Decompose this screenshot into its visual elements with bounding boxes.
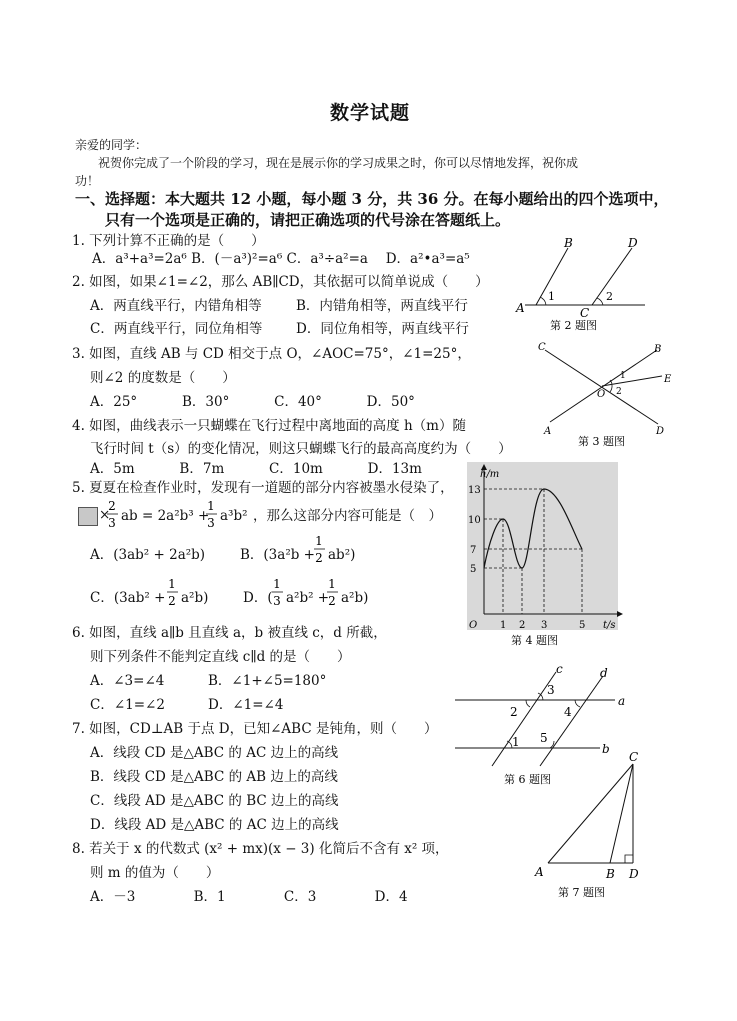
fig2-label-a: A [516, 301, 525, 315]
q5-eq-tail: a³b² [220, 508, 248, 524]
q5-option-a: A．(3ab² + 2a²b) [90, 547, 206, 563]
intro-line-2: 功！ [75, 174, 100, 188]
q3-options: A．25° B．30° C．40° D．50° [90, 394, 415, 410]
q4-stem-2: 飞行时间 t（s）的变化情况，则这只蝴蝶飞行的最高高度约为（ ） [90, 441, 512, 457]
q5-option-b-post: ab²) [328, 547, 356, 563]
fig7-label-c: C [629, 750, 639, 764]
fig7-caption: 第 7 题图 [558, 886, 605, 899]
fig6-angle-2: 2 [510, 705, 518, 719]
frac-num-1: 1 [207, 499, 215, 513]
q5-option-d-pre: D．( [243, 590, 273, 606]
fig7-label-b: B [606, 867, 615, 881]
fig6-label-a: a [618, 694, 626, 708]
q1-stem: 1. 下列计算不正确的是（ ） [72, 233, 265, 249]
q4-stem-1: 4. 如图，曲线表示一只蝴蝶在飞行过程中离地面的高度 h（m）随 [72, 418, 466, 434]
fig3-angle-1: 1 [620, 371, 626, 381]
figure-4 [467, 462, 627, 652]
q2-option-a: A．两直线平行，内错角相等 [90, 298, 262, 314]
q6-stem-2: 则下列条件不能判定直线 c∥d 的是（ ） [90, 649, 351, 665]
fig6-label-b: b [602, 742, 610, 756]
fig4-caption: 第 4 题图 [511, 634, 558, 647]
q5-option-d-post: a²b) [341, 590, 369, 606]
fig6-label-c: c [556, 662, 563, 676]
q8-stem-2: 则 m 的值为（ ） [90, 865, 220, 881]
fig2-label-d: D [628, 236, 638, 250]
q7-option-a: A．线段 CD 是△ABC 的 AC 边上的高线 [90, 745, 339, 761]
fig3-label-d: D [656, 426, 665, 437]
fig6-angle-4: 4 [564, 705, 572, 719]
q1-options: A．a³+a³=2a⁶ B．(－a³)²=a⁶ C．a³÷a²=a D．a²•a³=a⁵ [92, 251, 470, 267]
fig3-label-b: B [654, 344, 662, 355]
q6-option-a: A．∠3=∠4 [90, 673, 165, 689]
figure-7 [528, 750, 658, 905]
fig4-ytick-7: 7 [470, 545, 477, 556]
intro-line-1: 祝贺你完成了一个阶段的学习，现在是展示你的学习成果之时，你可以尽情地发挥，祝你成 [98, 156, 579, 170]
frac-den-3: 3 [108, 516, 116, 530]
q6-option-c: C．∠1=∠2 [90, 697, 165, 713]
fig4-ytick-5: 5 [470, 564, 477, 575]
q3-stem-2: 则∠2 的度数是（ ） [90, 370, 236, 386]
figure-2 [510, 238, 650, 333]
q6-option-d: D．∠1=∠4 [208, 697, 284, 713]
q8-options: A．－3 B．1 C．3 D．4 [90, 889, 408, 905]
q5-option-c-pre: C．(3ab² + [90, 590, 166, 606]
q6-stem-1: 6. 如图，直线 a∥b 且直线 a，b 被直线 c，d 所截， [72, 625, 387, 641]
optd-frac2-num: 1 [328, 577, 336, 591]
q2-option-d: D．同位角相等，两直线平行 [296, 321, 469, 337]
fig3-angle-2: 2 [616, 387, 622, 397]
q2-stem: 2. 如图，如果∠1=∠2，那么 AB∥CD，其依据可以简单说成（ ） [72, 274, 489, 290]
fig4-ytick-10: 10 [468, 515, 481, 526]
optb-frac-num: 1 [315, 534, 323, 548]
fig2-angle-1: 1 [548, 290, 555, 303]
q7-option-c: C．线段 AD 是△ABC 的 BC 边上的高线 [90, 793, 339, 809]
fig2-label-c: C [580, 306, 590, 320]
fig4-ytick-13: 13 [468, 485, 481, 496]
fig4-xtick-1: 1 [500, 620, 507, 631]
q5-option-b-pre: B．(3a²b + [240, 547, 315, 563]
fig4-xtick-3: 3 [541, 620, 548, 631]
fig4-xtick-5: 5 [579, 620, 586, 631]
fig4-xlabel: t/s [603, 620, 616, 631]
optd-frac2-den: 2 [328, 594, 336, 608]
fig4-origin: O [469, 620, 478, 631]
fig7-label-a: A [535, 865, 544, 879]
fig6-angle-5: 5 [540, 731, 548, 745]
q2-option-c: C．两直线平行，同位角相等 [90, 321, 263, 337]
fig7-label-d: D [629, 867, 639, 881]
q6-option-b: B．∠1+∠5=180° [208, 673, 327, 689]
fig6-angle-1: 1 [512, 735, 520, 749]
fig2-label-b: B [564, 236, 573, 250]
q8-stem-1: 8. 若关于 x 的代数式 (x² + mx)(x − 3) 化简后不含有 x² 项， [72, 841, 449, 857]
fig6-label-d: d [600, 666, 608, 680]
fig4-curve [484, 489, 582, 568]
q5-option-d-mid: a²b² + [286, 590, 330, 606]
frac-num-2: 2 [108, 499, 116, 513]
fig2-angle-2: 2 [606, 290, 613, 303]
section1-heading: 一、选择题：本大题共 12 小题，每小题 3 分，共 36 分。在每小题给出的四个选项中， [75, 190, 669, 208]
figure-3 [530, 338, 680, 450]
fig4-ylabel: h/m [480, 469, 500, 480]
fig3-label-e: E [664, 374, 672, 385]
q7-stem: 7. 如图，CD⊥AB 于点 D，已知∠ABC 是钝角，则（ ） [72, 721, 438, 737]
optd-frac1-den: 3 [273, 594, 281, 608]
fig3-label-a: A [544, 426, 552, 437]
q7-option-d: D．线段 AD 是△ABC 的 AC 边上的高线 [90, 817, 339, 833]
fig4-xtick-2: 2 [519, 620, 526, 631]
fig6-caption: 第 6 题图 [504, 773, 551, 786]
optc-frac-den: 2 [168, 594, 176, 608]
q5-eq-mid: ab = 2a²b³ + [121, 508, 210, 524]
q2-option-b: B．内错角相等，两直线平行 [296, 298, 468, 314]
q5-eq-after: ，那么这部分内容可能是（ ） [253, 508, 442, 524]
q4-options: A．5m B．7m C．10m D．13m [90, 461, 422, 477]
fig2-caption: 第 2 题图 [550, 319, 597, 332]
fig3-caption: 第 3 题图 [578, 435, 625, 448]
q7-option-b: B．线段 CD 是△ABC 的 AB 边上的高线 [90, 769, 338, 785]
fig3-label-c: C [538, 342, 546, 353]
times-sign: × [99, 507, 111, 523]
optb-frac-den: 2 [315, 551, 323, 565]
fig6-angle-3: 3 [547, 683, 555, 697]
greeting: 亲爱的同学： [75, 138, 148, 152]
optd-frac1-num: 1 [273, 577, 281, 591]
section1-instruction: 只有一个选项是正确的，请把正确选项的代号涂在答题纸上。 [105, 211, 511, 229]
frac-den-3b: 3 [207, 516, 215, 530]
q5-stem: 5. 夏夏在检查作业时，发现有一道题的部分内容被墨水侵染了， [72, 480, 454, 496]
fig3-label-o: O [597, 389, 606, 400]
page-title: 数学试题 [330, 102, 411, 124]
q5-option-c-post: a²b) [181, 590, 209, 606]
q3-stem-1: 3. 如图，直线 AB 与 CD 相交于点 O，∠AOC=75°，∠1=25°， [72, 346, 471, 362]
optc-frac-num: 1 [168, 577, 176, 591]
